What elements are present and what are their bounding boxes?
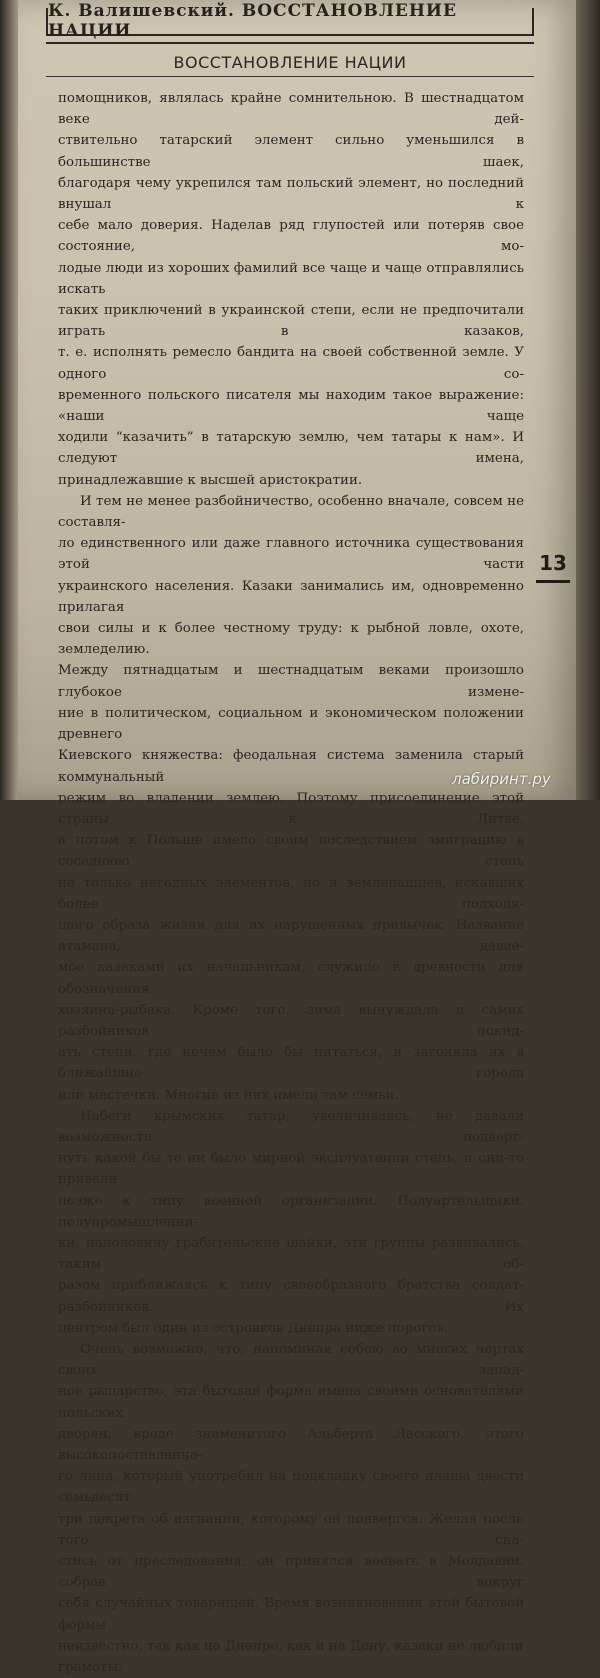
text-line: не только негодных элементов, но и землепашцев, искавших более подходя- (58, 875, 524, 912)
text-line: ать степи, где нечем было бы питаться, и загоняла их в ближайшие города (58, 1045, 524, 1082)
text-line: ние в политическом, социальном и экономическом положении древнего (58, 705, 524, 743)
text-line: три декрета об изгнании, которому он подвергся. Желая после того спа- (58, 1511, 524, 1548)
text-line: нуть какой бы то ни было мирной эксплуатации степь, и они-то привели (58, 1151, 524, 1188)
text-line: режим во владении землею. Поэтому присоединение этой страны к Литве, (58, 790, 524, 827)
running-head: К. Валишевский. ВОССТАНОВЛЕНИЕ НАЦИИ (46, 8, 534, 36)
text-line: ное рыцарство, эта бытовая форма имела своими основателями польских (58, 1384, 524, 1421)
text-line: щего образа жизни для их нарушенных привычек. Название атамана, давае- (58, 917, 524, 955)
paragraph-2 (58, 491, 524, 1106)
book-gutter (0, 0, 20, 800)
text-line: центром был один из островков Днепра ниже порогов. (58, 1320, 449, 1336)
paragraph-1 (58, 88, 524, 491)
text-line: Киевского княжества: феодальная система заменила старый коммунальный (58, 748, 524, 785)
text-line: Набеги крымских татар, увеличиваясь, не давали возможности подверг- (58, 1108, 524, 1145)
text-line: хозяина-рыбака. Кроме того, зима вынуждала и самих разбойников покид- (58, 1002, 524, 1039)
paragraph-4 (58, 1339, 524, 1678)
text-line: го лица, который употребил на подкладку своего плаща двести семьдесят (58, 1469, 524, 1506)
text-line: стись от преследования, он принялся воевать в Молдавии, собрав вокруг (58, 1554, 524, 1591)
text-line: лодые люди из хороших фамилий все чаще и чаще отправлялись искать (58, 260, 524, 297)
page-shadow (576, 0, 600, 800)
header-rule (46, 42, 534, 44)
text-line: себе мало доверия. Наделав ряд глупостей или потеряв свое состояние, мо- (58, 218, 524, 255)
text-line: Между пятнадцатым и шестнадцатым веками произошло глубокое измене- (58, 663, 524, 700)
text-line: украинского населения. Казаки занимались им, одновременно прилагая (58, 578, 524, 615)
text-line: таких приключений в украинской степи, если не предпочитали играть в казаков, (58, 303, 524, 340)
text-line: временного польского писателя мы находим такое выражение: «наши чаще (58, 387, 524, 425)
watermark-logo: лабиринт.ру (452, 770, 551, 788)
page-number: 13 (536, 546, 570, 583)
text-line: мое казаками их начальникам, служило в древности для обозначения (58, 960, 524, 997)
text-line: а потом к Польше имело своим последствием эмиграцию в соседнюю степь (58, 833, 524, 870)
text-line: помощников, являлась крайне сомнительною. В шестнадцатом веке дей- (58, 91, 524, 128)
text-line: свои силы и к более честному труду: к рыбной ловле, охоте, земледелию. (58, 621, 524, 658)
text-line: разом приближаясь к типу своеобразного братства солдат-разбойников. Их (58, 1278, 524, 1315)
text-line: ки, наполовину грабительские шайки, эти группы развивались, таким об- (58, 1235, 524, 1273)
text-line: ходили “казачить” в татарскую землю, чем татары к нам». И следуют имена, (58, 430, 524, 467)
text-line: неизвестно, так как на Днепре, как и на Дону, казаки не любили грамоты. (58, 1638, 524, 1676)
text-line: ствительно татарский элемент сильно уменьшился в большинстве шаек, (58, 133, 524, 170)
paragraph-3 (58, 1106, 524, 1339)
text-line: себя случайных товарищей. Время возникновения этой бытовой формы (58, 1596, 524, 1633)
text-line: дворян, вроде знаменитого Альберта Ласского, этого высокопоставленно- (58, 1426, 524, 1463)
text-line: т. е. исполнять ремесло бандита на своей собственной земле. У одного со- (58, 345, 524, 382)
section-title: ВОССТАНОВЛЕНИЕ НАЦИИ (46, 50, 534, 77)
text-line: Очень возможно, что, напоминая собою во многих чертах своих запад- (58, 1341, 524, 1379)
body-text (58, 88, 524, 1678)
text-line: принадлежавшие к высшей аристократии. (58, 472, 363, 488)
text-line: или местечки. Многие из них имели там семьи. (58, 1087, 399, 1103)
text-line: благодаря чему укрепился там польский элемент, но последний внушал к (58, 175, 524, 213)
text-line: позже к типу военной организации. Полуартельщики, полупромышленни- (58, 1193, 524, 1230)
text-line: И тем не менее разбойничество, особенно вначале, совсем не составля- (58, 493, 524, 531)
text-line: ло единственного или даже главного источника существования этой части (58, 536, 524, 573)
